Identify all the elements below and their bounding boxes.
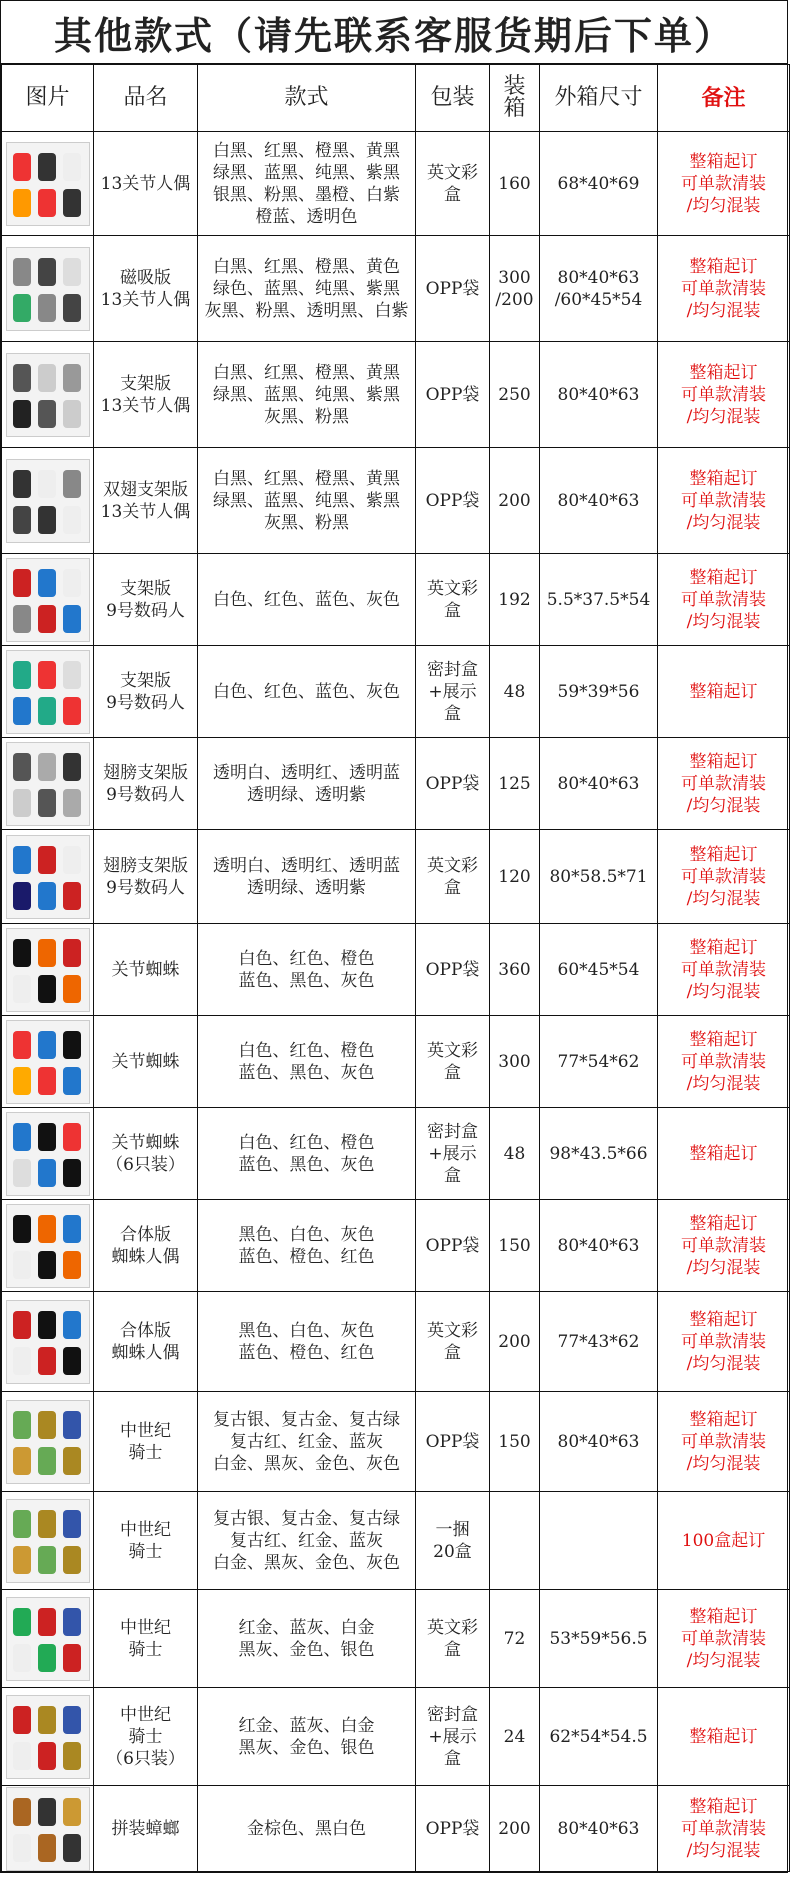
cell-note xyxy=(658,1688,790,1786)
cell-pack-text: OPP袋 xyxy=(425,1431,480,1452)
cell-pack-text: 英文彩盒 xyxy=(427,162,478,205)
cell-note-text: 整箱起订 可单款清装 /均匀混装 xyxy=(681,937,766,1002)
cell-qty-text: 24 xyxy=(503,1726,526,1747)
cell-name xyxy=(94,1392,198,1492)
header-name: 品名 xyxy=(94,65,198,132)
cell-size-text: 80*40*63 xyxy=(557,1431,640,1452)
cell-size-text: 80*40*63 xyxy=(557,384,640,405)
cell-qty xyxy=(490,1688,540,1786)
cell-styles xyxy=(198,132,416,236)
cell-name xyxy=(94,448,198,554)
cell-qty-text: 192 xyxy=(498,589,531,610)
table-row xyxy=(2,1108,790,1200)
page-title: 其他款式（请先联系客服货期后下单） xyxy=(1,1,787,64)
cell-pack xyxy=(416,236,490,342)
digital-man-boxes-photo xyxy=(6,558,90,642)
table-row xyxy=(2,1200,790,1292)
cell-pack xyxy=(416,1108,490,1200)
cell-styles-text: 白黑、红黑、橙黑、黄黑 绿黑、蓝黑、纯黑、紫黑 灰黑、粉黑 xyxy=(213,362,400,427)
cell-styles xyxy=(198,646,416,738)
cell-size xyxy=(540,1200,658,1292)
cell-size xyxy=(540,1786,658,1872)
cell-size-text: 80*40*63 xyxy=(557,1235,640,1256)
cell-qty-text: 250 xyxy=(498,384,531,405)
winged-boxed-photo xyxy=(6,835,90,919)
cell-note xyxy=(658,448,790,554)
cell-note xyxy=(658,1786,790,1872)
cell-styles xyxy=(198,236,416,342)
cell-name-text: 中世纪 骑士 xyxy=(120,1519,171,1562)
stand-figure-photo xyxy=(6,353,90,437)
cell-styles xyxy=(198,342,416,448)
table-row xyxy=(2,1016,790,1108)
cell-styles-text: 白色、红色、橙色 蓝色、黑色、灰色 xyxy=(238,1040,375,1083)
cell-pack-text: OPP袋 xyxy=(425,959,480,980)
cell-image xyxy=(2,1688,94,1786)
cell-pack-text: 英文彩盒 xyxy=(427,1617,478,1660)
cell-styles xyxy=(198,1108,416,1200)
header-size: 外箱尺寸 xyxy=(540,65,658,132)
cell-image xyxy=(2,738,94,830)
cell-size xyxy=(540,342,658,448)
cell-name xyxy=(94,1108,198,1200)
cell-qty xyxy=(490,554,540,646)
cell-note-text: 整箱起订 可单款清装 /均匀混装 xyxy=(681,1029,766,1094)
cell-pack xyxy=(416,1292,490,1392)
cell-image xyxy=(2,132,94,236)
cell-size xyxy=(540,924,658,1016)
cell-note xyxy=(658,646,790,738)
cell-name-text: 支架版 9号数码人 xyxy=(106,578,185,621)
cell-size-text: 80*58.5*71 xyxy=(549,866,648,887)
cell-pack xyxy=(416,1492,490,1590)
cell-styles-text: 黑色、白色、灰色 蓝色、橙色、红色 xyxy=(238,1320,375,1363)
knight-display-photo xyxy=(6,1695,90,1779)
cell-image xyxy=(2,830,94,924)
cell-qty xyxy=(490,1392,540,1492)
cell-qty-text: 72 xyxy=(503,1628,526,1649)
cell-name xyxy=(94,924,198,1016)
cell-size xyxy=(540,646,658,738)
cell-size-text: 62*54*54.5 xyxy=(549,1726,648,1747)
cell-note-text: 整箱起订 可单款清装 /均匀混装 xyxy=(681,567,766,632)
cell-note xyxy=(658,1108,790,1200)
cell-note-text: 整箱起订 可单款清装 /均匀混装 xyxy=(681,1796,766,1861)
cell-name xyxy=(94,554,198,646)
cell-note-text: 整箱起订 可单款清装 /均匀混装 xyxy=(681,1213,766,1278)
cell-qty-text: 200 xyxy=(498,490,531,511)
cell-styles xyxy=(198,1200,416,1292)
cell-image xyxy=(2,1786,94,1872)
product-table xyxy=(1,64,790,1872)
cell-name-text: 中世纪 骑士 xyxy=(120,1420,171,1463)
cell-pack xyxy=(416,1392,490,1492)
cell-note-text: 整箱起订 xyxy=(689,681,758,702)
cell-name xyxy=(94,738,198,830)
cell-note xyxy=(658,1016,790,1108)
cell-note xyxy=(658,132,790,236)
cell-styles-text: 复古银、复古金、复古绿 复古红、红金、蓝灰 白金、黑灰、金色、灰色 xyxy=(213,1409,400,1474)
table-row xyxy=(2,830,790,924)
cell-size xyxy=(540,1016,658,1108)
cell-image xyxy=(2,342,94,448)
cell-pack-text: OPP袋 xyxy=(425,773,480,794)
cell-qty-text: 160 xyxy=(498,173,531,194)
cockroach-photo xyxy=(6,1787,90,1871)
cell-name xyxy=(94,342,198,448)
cell-qty xyxy=(490,1016,540,1108)
boxed-figure-photo xyxy=(6,142,90,226)
cell-image xyxy=(2,1590,94,1688)
cell-pack xyxy=(416,1200,490,1292)
cell-styles xyxy=(198,924,416,1016)
cell-qty xyxy=(490,1108,540,1200)
cell-styles xyxy=(198,448,416,554)
cell-styles xyxy=(198,738,416,830)
cell-image xyxy=(2,554,94,646)
cell-name xyxy=(94,646,198,738)
cell-qty xyxy=(490,646,540,738)
cell-pack-text: 一捆 20盒 xyxy=(433,1519,472,1562)
cell-pack-text: OPP袋 xyxy=(425,278,480,299)
cell-pack xyxy=(416,1688,490,1786)
spiders-photo xyxy=(6,928,90,1012)
header-image: 图片 xyxy=(2,65,94,132)
cell-styles-text: 红金、蓝灰、白金 黑灰、金色、银色 xyxy=(238,1715,375,1758)
table-row xyxy=(2,738,790,830)
cell-note xyxy=(658,830,790,924)
header-pack: 包装 xyxy=(416,65,490,132)
cell-pack-text: 英文彩盒 xyxy=(427,1040,478,1083)
header-qty: 装箱 xyxy=(490,65,540,132)
cell-name-text: 中世纪 骑士 xyxy=(120,1617,171,1660)
cell-styles xyxy=(198,830,416,924)
cell-note xyxy=(658,1492,790,1590)
cell-styles xyxy=(198,1392,416,1492)
magnetic-figure-photo xyxy=(6,247,90,331)
cell-styles xyxy=(198,554,416,646)
table-row xyxy=(2,236,790,342)
cell-styles-text: 透明白、透明红、透明蓝 透明绿、透明紫 xyxy=(213,855,400,898)
spider-boxes-photo xyxy=(6,1020,90,1104)
cell-styles-text: 金棕色、黑白色 xyxy=(247,1818,366,1839)
table-row xyxy=(2,1590,790,1688)
cell-pack xyxy=(416,830,490,924)
cell-note xyxy=(658,924,790,1016)
cell-size xyxy=(540,1492,658,1590)
cell-image xyxy=(2,1292,94,1392)
cell-note-text: 整箱起订 可单款清装 /均匀混装 xyxy=(681,256,766,321)
cell-note-text: 整箱起订 可单款清装 /均匀混装 xyxy=(681,1309,766,1374)
cell-qty xyxy=(490,236,540,342)
cell-size-text: 60*45*54 xyxy=(557,959,640,980)
cell-note xyxy=(658,1200,790,1292)
cell-note-text: 100盒起订 xyxy=(681,1530,766,1551)
cell-qty xyxy=(490,738,540,830)
cell-styles-text: 透明白、透明红、透明蓝 透明绿、透明紫 xyxy=(213,762,400,805)
cell-qty xyxy=(490,1200,540,1292)
cell-image xyxy=(2,1200,94,1292)
cell-name xyxy=(94,830,198,924)
cell-image xyxy=(2,448,94,554)
table-row xyxy=(2,1688,790,1786)
cell-qty-text: 300 xyxy=(498,1051,531,1072)
cell-note xyxy=(658,1292,790,1392)
header-styles: 款式 xyxy=(198,65,416,132)
cell-size-text: 80*40*63 xyxy=(557,1818,640,1839)
cell-name-text: 拼装蟑螂 xyxy=(111,1818,180,1839)
cell-name xyxy=(94,1200,198,1292)
cell-qty-text: 360 xyxy=(498,959,531,980)
cell-pack-text: OPP袋 xyxy=(425,490,480,511)
cell-pack xyxy=(416,448,490,554)
cell-pack-text: OPP袋 xyxy=(425,384,480,405)
cell-pack xyxy=(416,1590,490,1688)
cell-note-text: 整箱起订 可单款清装 /均匀混装 xyxy=(681,844,766,909)
cell-note xyxy=(658,1590,790,1688)
cell-pack xyxy=(416,924,490,1016)
cell-note-text: 整箱起订 可单款清装 /均匀混装 xyxy=(681,751,766,816)
cell-size xyxy=(540,448,658,554)
cell-pack xyxy=(416,554,490,646)
cell-pack-text: OPP袋 xyxy=(425,1818,480,1839)
cell-name xyxy=(94,1016,198,1108)
cell-qty xyxy=(490,1786,540,1872)
cell-size-text: 53*59*56.5 xyxy=(549,1628,648,1649)
cell-name xyxy=(94,1590,198,1688)
cell-size-text: 68*40*69 xyxy=(557,173,640,194)
cell-size xyxy=(540,1688,658,1786)
cell-qty xyxy=(490,830,540,924)
cell-qty-text: 48 xyxy=(503,681,526,702)
cell-pack-text: 英文彩盒 xyxy=(427,855,478,898)
table-header-row xyxy=(2,65,790,132)
cell-styles-text: 白色、红色、橙色 蓝色、黑色、灰色 xyxy=(238,1132,375,1175)
table-row xyxy=(2,1392,790,1492)
cell-pack-text: 密封盒 +展示盒 xyxy=(427,1121,478,1186)
cell-qty xyxy=(490,132,540,236)
cell-pack-text: 英文彩盒 xyxy=(427,1320,478,1363)
cell-size xyxy=(540,830,658,924)
cell-qty-text: 200 xyxy=(498,1818,531,1839)
table-row xyxy=(2,342,790,448)
cell-name xyxy=(94,1688,198,1786)
cell-styles xyxy=(198,1492,416,1590)
cell-name-text: 合体版 蜘蛛人偶 xyxy=(111,1320,180,1363)
cell-size xyxy=(540,1108,658,1200)
cell-note-text: 整箱起订 可单款清装 /均匀混装 xyxy=(681,1409,766,1474)
cell-pack xyxy=(416,342,490,448)
cell-qty xyxy=(490,342,540,448)
cell-name xyxy=(94,236,198,342)
cell-pack xyxy=(416,738,490,830)
table-row xyxy=(2,1786,790,1872)
cell-size-text: 59*39*56 xyxy=(557,681,640,702)
cell-name-text: 13关节人偶 xyxy=(100,173,191,194)
cell-name-text: 关节蜘蛛 （6只装） xyxy=(106,1132,185,1175)
cell-qty-text: 150 xyxy=(498,1431,531,1452)
table-row xyxy=(2,132,790,236)
cell-name xyxy=(94,132,198,236)
cell-image xyxy=(2,646,94,738)
cell-size-text: 80*40*63 /60*45*54 xyxy=(554,267,643,310)
cell-pack xyxy=(416,1016,490,1108)
cell-note-text: 整箱起订 xyxy=(689,1726,758,1747)
cell-qty-text: 48 xyxy=(503,1143,526,1164)
spider-figure-box-photo xyxy=(6,1300,90,1384)
cell-size xyxy=(540,1590,658,1688)
cell-styles xyxy=(198,1590,416,1688)
cell-styles-text: 红金、蓝灰、白金 黑灰、金色、银色 xyxy=(238,1617,375,1660)
spider-figures-photo xyxy=(6,1204,90,1288)
cell-note xyxy=(658,554,790,646)
cell-styles-text: 黑色、白色、灰色 蓝色、橙色、红色 xyxy=(238,1224,375,1267)
cell-pack-text: 密封盒 +展示盒 xyxy=(427,1704,478,1769)
cell-pack-text: OPP袋 xyxy=(425,1235,480,1256)
cell-name-text: 磁吸版 13关节人偶 xyxy=(100,267,191,310)
cell-image xyxy=(2,236,94,342)
cell-qty-text: 300 /200 xyxy=(495,267,534,310)
cell-size-text: 80*40*63 xyxy=(557,490,640,511)
cell-image xyxy=(2,1016,94,1108)
cell-size xyxy=(540,1392,658,1492)
table-row xyxy=(2,554,790,646)
cell-qty-text: 150 xyxy=(498,1235,531,1256)
cell-image xyxy=(2,1108,94,1200)
cell-image xyxy=(2,1492,94,1590)
cell-size xyxy=(540,132,658,236)
cell-note-text: 整箱起订 可单款清装 /均匀混装 xyxy=(681,362,766,427)
cell-size xyxy=(540,1292,658,1392)
cell-note xyxy=(658,1392,790,1492)
winged-figure-photo xyxy=(6,459,90,543)
cell-size-text: 5.5*37.5*54 xyxy=(546,589,651,610)
cell-styles-text: 复古银、复古金、复古绿 复古红、红金、蓝灰 白金、黑灰、金色、灰色 xyxy=(213,1508,400,1573)
cell-note xyxy=(658,236,790,342)
cell-pack-text: 密封盒 +展示盒 xyxy=(427,659,478,724)
cell-styles-text: 白色、红色、蓝色、灰色 xyxy=(213,589,400,610)
cell-name xyxy=(94,1786,198,1872)
cell-name-text: 中世纪 骑士 （6只装） xyxy=(106,1704,185,1769)
knights-photo-2 xyxy=(6,1499,90,1583)
cell-pack-text: 英文彩盒 xyxy=(427,578,478,621)
cell-note-text: 整箱起订 可单款清装 /均匀混装 xyxy=(681,1606,766,1671)
cell-qty xyxy=(490,448,540,554)
table-row xyxy=(2,646,790,738)
spider-display-photo xyxy=(6,1112,90,1196)
cell-pack xyxy=(416,646,490,738)
cell-name-text: 支架版 13关节人偶 xyxy=(100,373,191,416)
cell-name-text: 支架版 9号数码人 xyxy=(106,670,185,713)
cell-styles-text: 白黑、红黑、橙黑、黄黑 绿黑、蓝黑、纯黑、紫黑 灰黑、粉黑 xyxy=(213,468,400,533)
cell-name xyxy=(94,1292,198,1392)
cell-qty xyxy=(490,924,540,1016)
cell-name-text: 关节蜘蛛 xyxy=(111,959,180,980)
cell-size-text: 98*43.5*66 xyxy=(549,1143,648,1164)
cell-styles-text: 白色、红色、橙色 蓝色、黑色、灰色 xyxy=(238,948,375,991)
knights-photo xyxy=(6,1400,90,1484)
cell-qty-text: 125 xyxy=(498,773,531,794)
cell-styles xyxy=(198,1688,416,1786)
table-row xyxy=(2,1292,790,1392)
cell-pack xyxy=(416,1786,490,1872)
cell-name-text: 翅膀支架版 9号数码人 xyxy=(103,762,188,805)
cell-qty-text: 120 xyxy=(498,866,531,887)
knight-boxes-photo xyxy=(6,1597,90,1681)
cell-qty xyxy=(490,1292,540,1392)
cell-qty xyxy=(490,1492,540,1590)
cell-qty-text: 200 xyxy=(498,1331,531,1352)
table-row xyxy=(2,448,790,554)
cell-styles-text: 白黑、红黑、橙黑、黄色 绿色、蓝黑、纯黑、紫黑 灰黑、粉黑、透明黑、白紫 xyxy=(204,256,409,321)
cell-size xyxy=(540,236,658,342)
cell-size xyxy=(540,554,658,646)
cell-qty xyxy=(490,1590,540,1688)
cell-name-text: 翅膀支架版 9号数码人 xyxy=(103,855,188,898)
display-box-photo xyxy=(6,650,90,734)
cell-note-text: 整箱起订 可单款清装 /均匀混装 xyxy=(681,151,766,216)
cell-name-text: 合体版 蜘蛛人偶 xyxy=(111,1224,180,1267)
cell-name-text: 双翅支架版 13关节人偶 xyxy=(100,479,191,522)
cell-pack xyxy=(416,132,490,236)
winged-digital-man-photo xyxy=(6,742,90,826)
header-note: 备注 xyxy=(658,65,790,132)
cell-image xyxy=(2,1392,94,1492)
cell-note xyxy=(658,738,790,830)
cell-image xyxy=(2,924,94,1016)
cell-size xyxy=(540,738,658,830)
cell-size-text: 80*40*63 xyxy=(557,773,640,794)
cell-styles xyxy=(198,1292,416,1392)
table-row xyxy=(2,924,790,1016)
cell-styles xyxy=(198,1016,416,1108)
cell-note-text: 整箱起订 可单款清装 /均匀混装 xyxy=(681,468,766,533)
cell-size-text: 77*54*62 xyxy=(557,1051,640,1072)
cell-note xyxy=(658,342,790,448)
cell-note-text: 整箱起订 xyxy=(689,1143,758,1164)
cell-size-text: 77*43*62 xyxy=(557,1331,640,1352)
cell-styles-text: 白色、红色、蓝色、灰色 xyxy=(213,681,400,702)
table-row xyxy=(2,1492,790,1590)
cell-styles xyxy=(198,1786,416,1872)
cell-styles-text: 白黑、红黑、橙黑、黄黑 绿黑、蓝黑、纯黑、紫黑 银黑、粉黑、墨橙、白紫 橙蓝、透明色 xyxy=(213,140,400,227)
cell-name xyxy=(94,1492,198,1590)
cell-name-text: 关节蜘蛛 xyxy=(111,1051,180,1072)
